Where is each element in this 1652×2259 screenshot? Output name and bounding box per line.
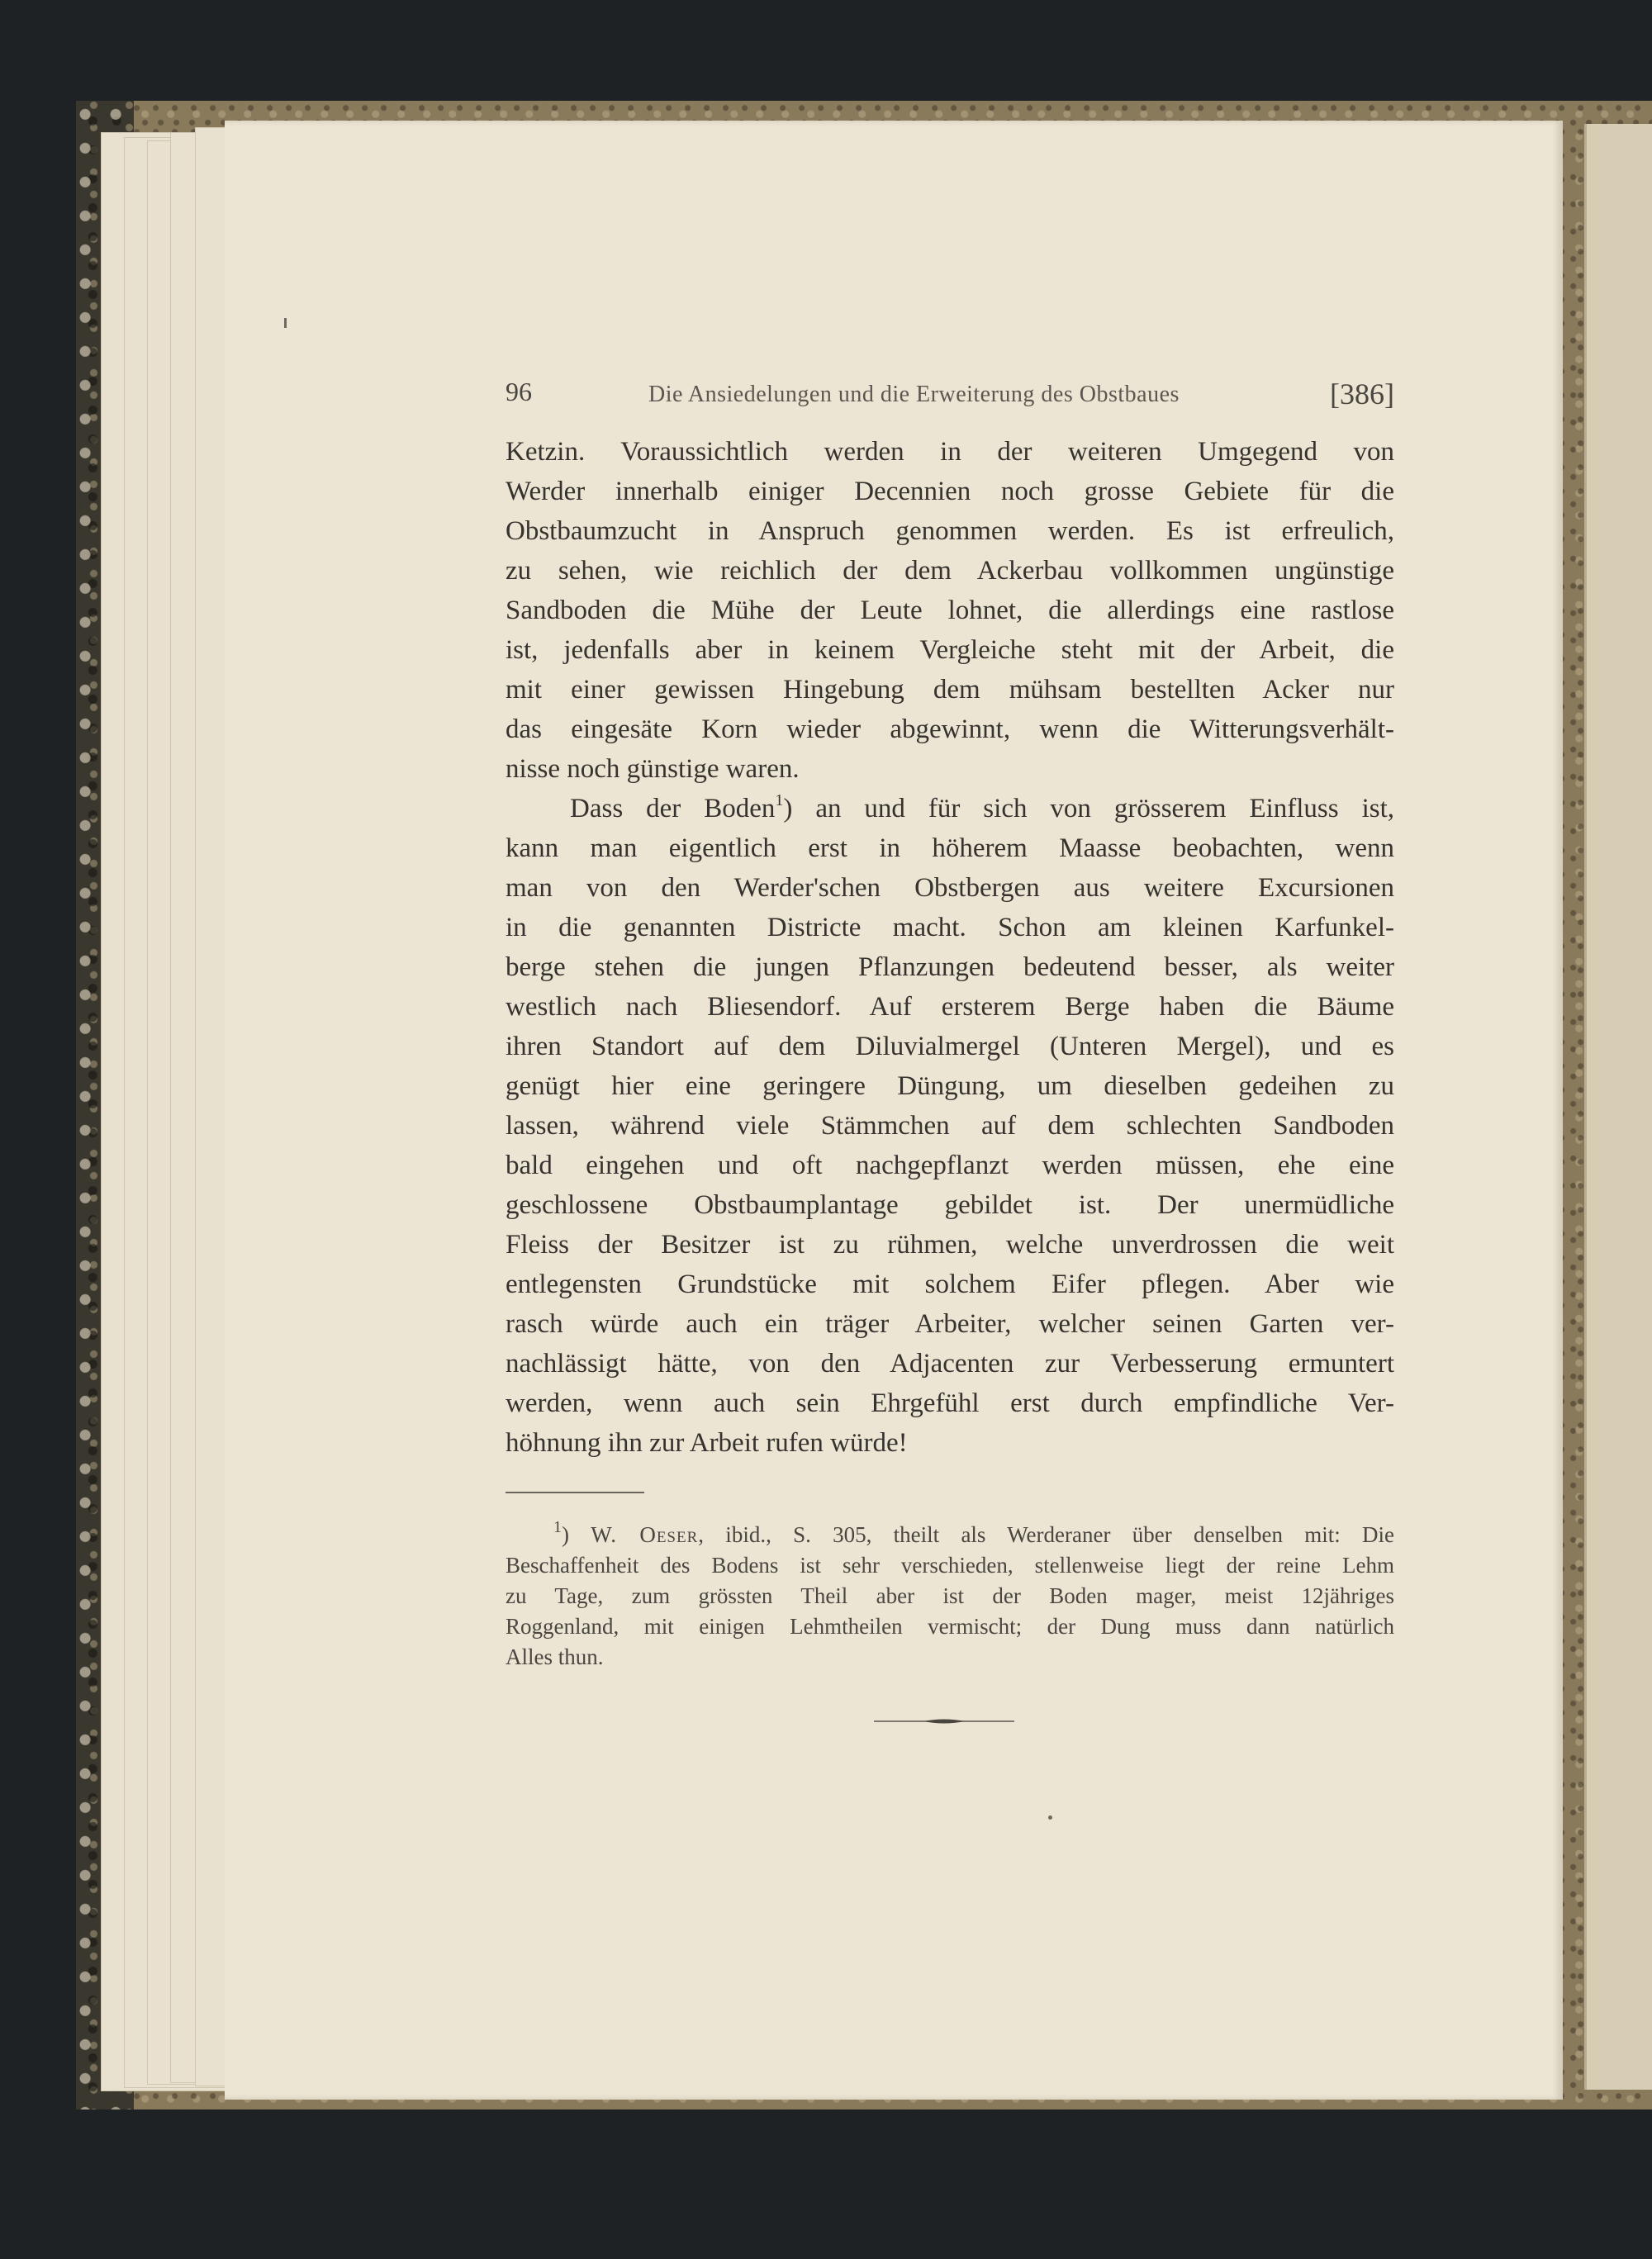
- text-line: höhnung ihn zur Arbeit rufen würde!: [506, 1428, 908, 1458]
- text-line: genügt hier eine geringere Düngung, um dieselben gedeihen zu: [506, 1071, 1394, 1101]
- text-line: das eingesäte Korn wieder abgewinnt, wenn die Witterungsverhält-: [506, 714, 1394, 744]
- running-title: Die Ansiedelungen und die Erweiterung des Obstbaues: [648, 382, 1180, 407]
- original-page-number: [386]: [1330, 377, 1394, 411]
- text-line: zu sehen, wie reichlich der dem Ackerbau vollkommen ungünstige: [506, 556, 1394, 586]
- text-line: [506, 789, 1394, 828]
- footnote-marker-paren: ): [562, 1522, 569, 1547]
- text-fragment: ) an und für sich von grösserem Einfluss ist,: [783, 794, 1394, 823]
- text-fragment: , ibid., S. 305, theilt als Werderaner über denselben mit: Die: [698, 1522, 1395, 1547]
- text-line: berge stehen die jungen Pflanzungen bedeutend besser, als weiter: [506, 952, 1394, 982]
- text-line: rasch würde auch ein träger Arbeiter, welcher seinen Garten ver-: [506, 1309, 1394, 1339]
- text-line: ist, jedenfalls aber in keinem Vergleiche steht mit der Arbeit, die: [506, 635, 1394, 665]
- paragraph-1: [506, 432, 1394, 789]
- text-line: mit einer gewissen Hingebung dem mühsam bestellten Acker nur: [506, 675, 1394, 705]
- text-line: werden, wenn auch sein Ehrgefühl erst durch empfindliche Ver-: [506, 1388, 1394, 1418]
- text-fragment: Dass der Boden: [570, 794, 776, 823]
- text-line: man von den Werder'schen Obstbergen aus weitere Excursionen: [506, 873, 1394, 903]
- text-line: westlich nach Bliesendorf. Auf ersterem Berge haben die Bäume: [506, 992, 1394, 1022]
- footnote-line: Roggenland, mit einigen Lehmtheilen vermischt; der Dung muss dann natürlich: [506, 1614, 1394, 1639]
- text-line: ihren Standort auf dem Diluvialmergel (Unteren Mergel), und es: [506, 1032, 1394, 1061]
- footnote-marker: 1: [553, 1518, 562, 1536]
- page-speck: [1048, 1815, 1052, 1820]
- text-line: entlegensten Grundstücke mit solchem Eifer pflegen. Aber wie: [506, 1270, 1394, 1299]
- text-line: Fleiss der Besitzer ist zu rühmen, welche unverdrossen die weit: [506, 1230, 1394, 1260]
- text-line: nisse noch günstige waren.: [506, 754, 800, 784]
- footnote-line: [506, 1520, 1394, 1550]
- text-line: in die genannten Districte macht. Schon am kleinen Karfunkel-: [506, 913, 1394, 942]
- text-line: Sandboden die Mühe der Leute lohnet, die allerdings eine rastlose: [506, 596, 1394, 625]
- footnote-author: W. Oeser: [591, 1522, 699, 1547]
- text-line: lassen, während viele Stämmchen auf dem schlechten Sandboden: [506, 1111, 1394, 1141]
- text-line: bald eingehen und oft nachgepflanzt werden müssen, ehe eine: [506, 1151, 1394, 1180]
- paragraph-2: [506, 789, 1394, 1463]
- text-line: geschlossene Obstbaumplantage gebildet ist. Der unermüdliche: [506, 1190, 1394, 1220]
- text-line: kann man eigentlich erst in höherem Maasse beobachten, wenn: [506, 833, 1394, 863]
- footnote-divider: [506, 1492, 644, 1493]
- end-ornament: [874, 1716, 1014, 1726]
- footnote: [506, 1520, 1394, 1673]
- page-number: 96: [506, 377, 532, 406]
- text-line: Ketzin. Voraussichtlich werden in der weiteren Umgegend von: [506, 437, 1394, 467]
- text-line: Werder innerhalb einiger Decennien noch grosse Gebiete für die: [506, 477, 1394, 506]
- footnote-line: Alles thun.: [506, 1644, 604, 1669]
- page-mark: [284, 318, 287, 328]
- page-header: [506, 375, 1394, 416]
- footnote-line: Beschaffenheit des Bodens ist sehr verschieden, stellenweise liegt der reine Lehm: [506, 1553, 1394, 1578]
- footnote-line: zu Tage, zum grössten Theil aber ist der Boden mager, meist 12jähriges: [506, 1583, 1394, 1608]
- footnote-reference: 1: [775, 791, 784, 809]
- text-line: Obstbaumzucht in Anspruch genommen werden. Es ist erfreulich,: [506, 516, 1394, 546]
- text-line: nachlässigt hätte, von den Adjacenten zur Verbesserung ermuntert: [506, 1349, 1394, 1379]
- opposite-page-edge: [1584, 124, 1652, 2090]
- body-text: [506, 432, 1394, 1463]
